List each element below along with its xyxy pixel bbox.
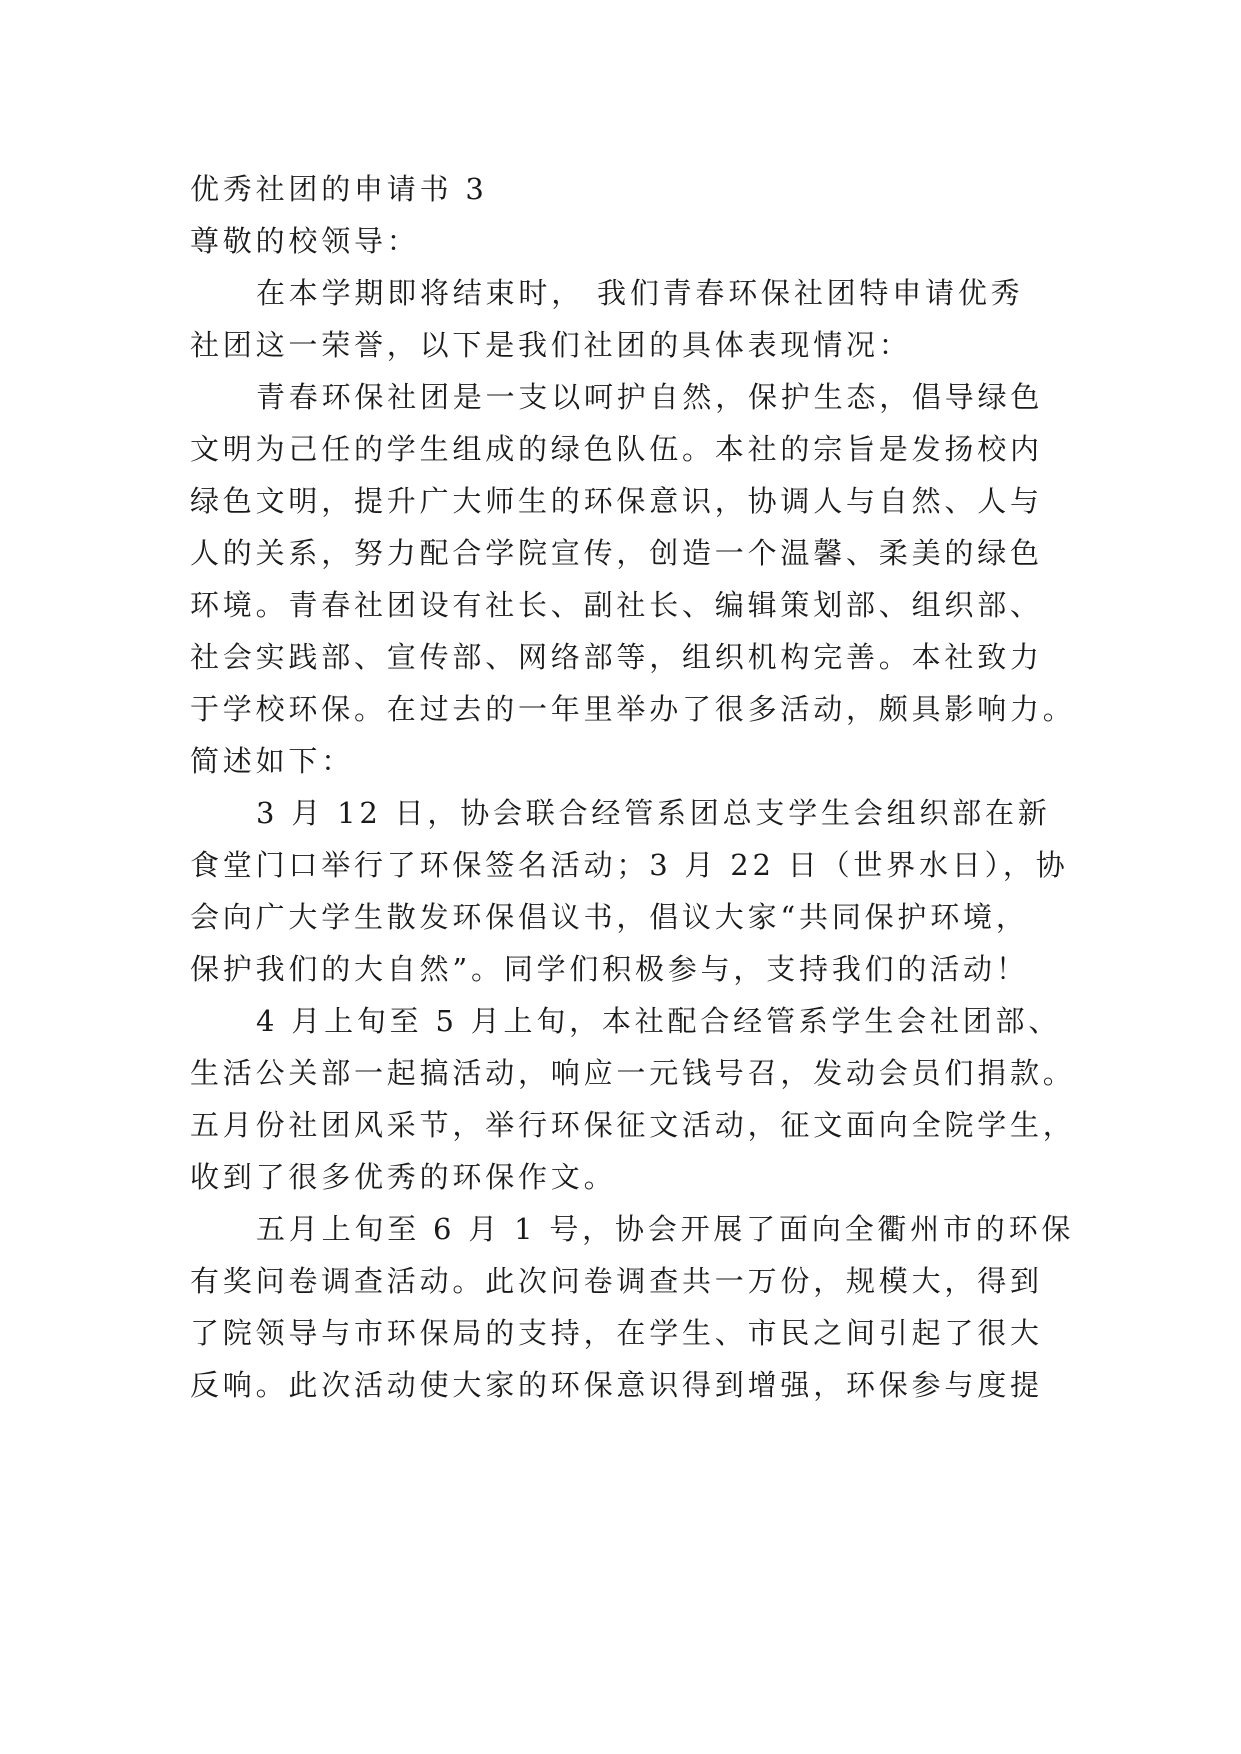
text-line: 在本学期即将结束时， 我们青春环保社团特申请优秀 xyxy=(256,276,1024,310)
text-line: 社会实践部、宣传部、网络部等，组织机构完善。本社致力 xyxy=(190,640,1043,674)
text-line: 有奖问卷调查活动。此次问卷调查共一万份，规模大，得到 xyxy=(190,1264,1043,1298)
text-line: 反响。此次活动使大家的环保意识得到增强，环保参与度提 xyxy=(190,1368,1043,1402)
text-line: 保护我们的大自然”。同学们积极参与，支持我们的活动！ xyxy=(190,952,1029,986)
text-line: 了院领导与市环保局的支持，在学生、市民之间引起了很大 xyxy=(190,1316,1043,1350)
salutation: 尊敬的校领导： xyxy=(190,224,420,258)
text-line: 3 月 12 日，协会联合经管系团总支学生会组织部在新 xyxy=(256,796,1051,830)
text-line: 五月份社团风采节，举行环保征文活动，征文面向全院学生， xyxy=(190,1108,1076,1142)
text-line: 绿色文明，提升广大师生的环保意识，协调人与自然、人与 xyxy=(190,484,1043,518)
document-body xyxy=(190,163,1076,1411)
text-line: 五月上旬至 6 月 1 号，协会开展了面向全衢州市的环保 xyxy=(256,1212,1075,1246)
text-line: 文明为己任的学生组成的绿色队伍。本社的宗旨是发扬校内 xyxy=(190,432,1043,466)
text-line: 4 月上旬至 5 月上旬，本社配合经管系学生会社团部、 xyxy=(256,1004,1062,1038)
text-line: 食堂门口举行了环保签名活动；3 月 22 日（世界水日），协 xyxy=(190,848,1069,882)
text-line: 简述如下： xyxy=(190,744,355,778)
text-line: 人的关系，努力配合学院宣传，创造一个温馨、柔美的绿色 xyxy=(190,536,1043,570)
text-line: 社团这一荣誉，以下是我们社团的具体表现情况： xyxy=(190,328,912,362)
text-line: 会向广大学生散发环保倡议书，倡议大家“共同保护环境， xyxy=(190,900,1029,934)
text-line: 于学校环保。在过去的一年里举办了很多活动，颇具影响力。 xyxy=(190,692,1076,726)
text-line: 环境。青春社团设有社长、副社长、编辑策划部、组织部、 xyxy=(190,588,1043,622)
document-title: 优秀社团的申请书 3 xyxy=(190,172,488,206)
text-line: 生活公关部一起搞活动，响应一元钱号召，发动会员们捐款。 xyxy=(190,1056,1076,1090)
text-line: 青春环保社团是一支以呵护自然，保护生态，倡导绿色 xyxy=(256,380,1044,414)
text-line: 收到了很多优秀的环保作文。 xyxy=(190,1160,617,1194)
